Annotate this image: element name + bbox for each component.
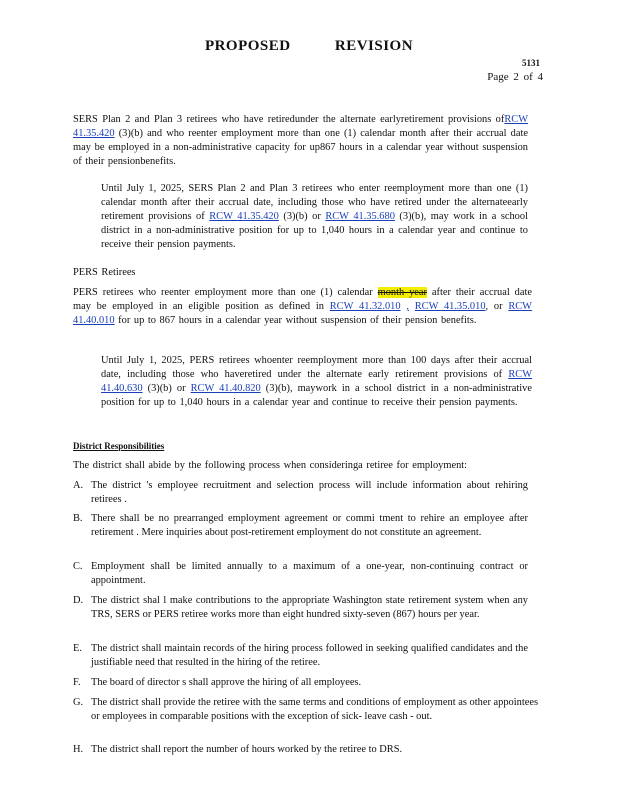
list-item-letter: C. <box>73 561 83 572</box>
list-item <box>73 594 528 636</box>
page-indicator: Page 2 of 4 <box>487 71 543 83</box>
list-item-text: The district shall maintain records of the hiring process followed in seeking qualified candidates and the justifiable need that resulted in the hiring of the retiree. <box>91 643 528 668</box>
rcw-41-40-820-link[interactable]: RCW 41.40.820 <box>190 383 261 394</box>
rcw-41-40-630-link[interactable]: RCW 41.40.630 <box>101 369 533 394</box>
list-item-text: There shall be no prearranged employment agreement or commi tment to rehire an employee after retirement . Mere inquiries about post-retirement employment do not constitute an agreement. <box>91 513 528 538</box>
list-item-letter: F. <box>73 677 81 688</box>
pers-p1-text-a: PERS retirees who reenter employment more than one (1) calendar <box>73 287 373 298</box>
district-intro: The district shall abide by the following process when consideringa retiree for employment: <box>73 460 468 471</box>
link-separator: , <box>406 301 409 312</box>
pers-p1-text-d: for up to 867 hours in a calendar year without suspension of their pension benefits. <box>118 315 477 326</box>
sers-p2-text-b: (3)(b) or <box>283 211 321 222</box>
list-item-letter: G. <box>73 697 84 708</box>
list-item <box>73 512 528 554</box>
list-item-letter: D. <box>73 595 84 606</box>
list-item-letter: H. <box>73 744 84 755</box>
struck-highlighted-text: month year <box>377 287 427 298</box>
sers-paragraph-1 <box>73 113 528 169</box>
pers-p2-text-a: Until July 1, 2025, PERS retirees whoenter reemployment more than 100 days after their accrual date, including those who haveretired under the alternate early retirement provisions of <box>101 355 532 380</box>
sers-p1-text-a: SERS Plan 2 and Plan 3 retirees who have retiredunder the alternate earlyretirement provisions of <box>73 114 505 125</box>
list-item <box>73 743 528 757</box>
list-item <box>73 676 528 690</box>
sers-p2-text-c: (3)(b), may work in a school district in a non-administrative position for up to 1,040 hours in a calendar year and continue to receive their pension payments. <box>101 211 528 250</box>
pers-paragraph-2 <box>101 354 532 410</box>
district-responsibilities-heading: District Responsibilities <box>73 441 165 451</box>
list-item <box>73 560 528 588</box>
list-item-text: The district shall provide the retiree with the same terms and conditions of employment as other appointees or employees in comparable positions with the exception of sick- leave cash - out. <box>91 697 538 722</box>
document-title: PROPOSED REVISION <box>204 38 414 54</box>
rcw-41-32-010-link[interactable]: RCW 41.32.010 <box>329 301 401 312</box>
list-item <box>73 479 528 507</box>
pers-p1-text-b: after their accrual date may be employed in an eligible position as defined in <box>73 287 532 312</box>
policy-number: 5131 <box>522 58 540 68</box>
rcw-41-35-010-link[interactable]: RCW 41.35.010 <box>414 301 486 312</box>
rcw-41-35-420-link[interactable]: RCW 41.35.420 <box>73 114 528 139</box>
pers-paragraph-1 <box>73 286 532 328</box>
rcw-41-35-680-link[interactable]: RCW 41.35.680 <box>325 211 395 222</box>
list-item-letter: B. <box>73 513 83 524</box>
pers-heading: PERS Retirees <box>73 267 136 278</box>
rcw-41-35-420-link-2[interactable]: RCW 41.35.420 <box>209 211 279 222</box>
list-item-text: The district shal l make contributions to the appropriate Washington state retirement system when any TRS, SERS or PERS retiree works more than eight hundred sixty-seven (867) hours per year. <box>91 595 528 620</box>
sers-p2-text-a: Until July 1, 2025, SERS Plan 2 and Plan 3 retirees who enter reemployment more than one (1) calendar month after their accrual date, including those who have retired under the alternateearly retirement provisions of <box>101 183 528 222</box>
list-item-text: The board of director s shall approve the hiring of all employees. <box>91 677 362 688</box>
list-item <box>73 642 528 670</box>
rcw-41-40-010-link[interactable]: RCW 41.40.010 <box>73 301 532 326</box>
pers-p2-text-b: (3)(b) or <box>147 383 186 394</box>
list-item-text: Employment shall be limited annually to a maximum of a one-year, non-continuing contract or appointment. <box>91 561 528 586</box>
sers-paragraph-2 <box>101 182 528 252</box>
list-item-text: The district 's employee recruitment and selection process will include information about rehiring retirees . <box>91 480 528 505</box>
sers-p1-text-b: (3)(b) and who reenter employment more than one (1) calendar month after their accrual date may be employed in a non-administrative capacity for up867 hours in a calendar year without suspension of their pensionbenefits. <box>73 128 528 167</box>
pers-p2-text-c: (3)(b), maywork in a school district in a non-administrative position for up to 1,040 hours in a calendar year and continue to receive their pension payments. <box>101 383 532 408</box>
pers-p1-text-c: , or <box>485 301 503 312</box>
list-item-text: The district shall report the number of hours worked by the retiree to DRS. <box>91 744 403 755</box>
list-item-letter: E. <box>73 643 82 654</box>
list-item <box>73 696 538 738</box>
list-item-letter: A. <box>73 480 84 491</box>
